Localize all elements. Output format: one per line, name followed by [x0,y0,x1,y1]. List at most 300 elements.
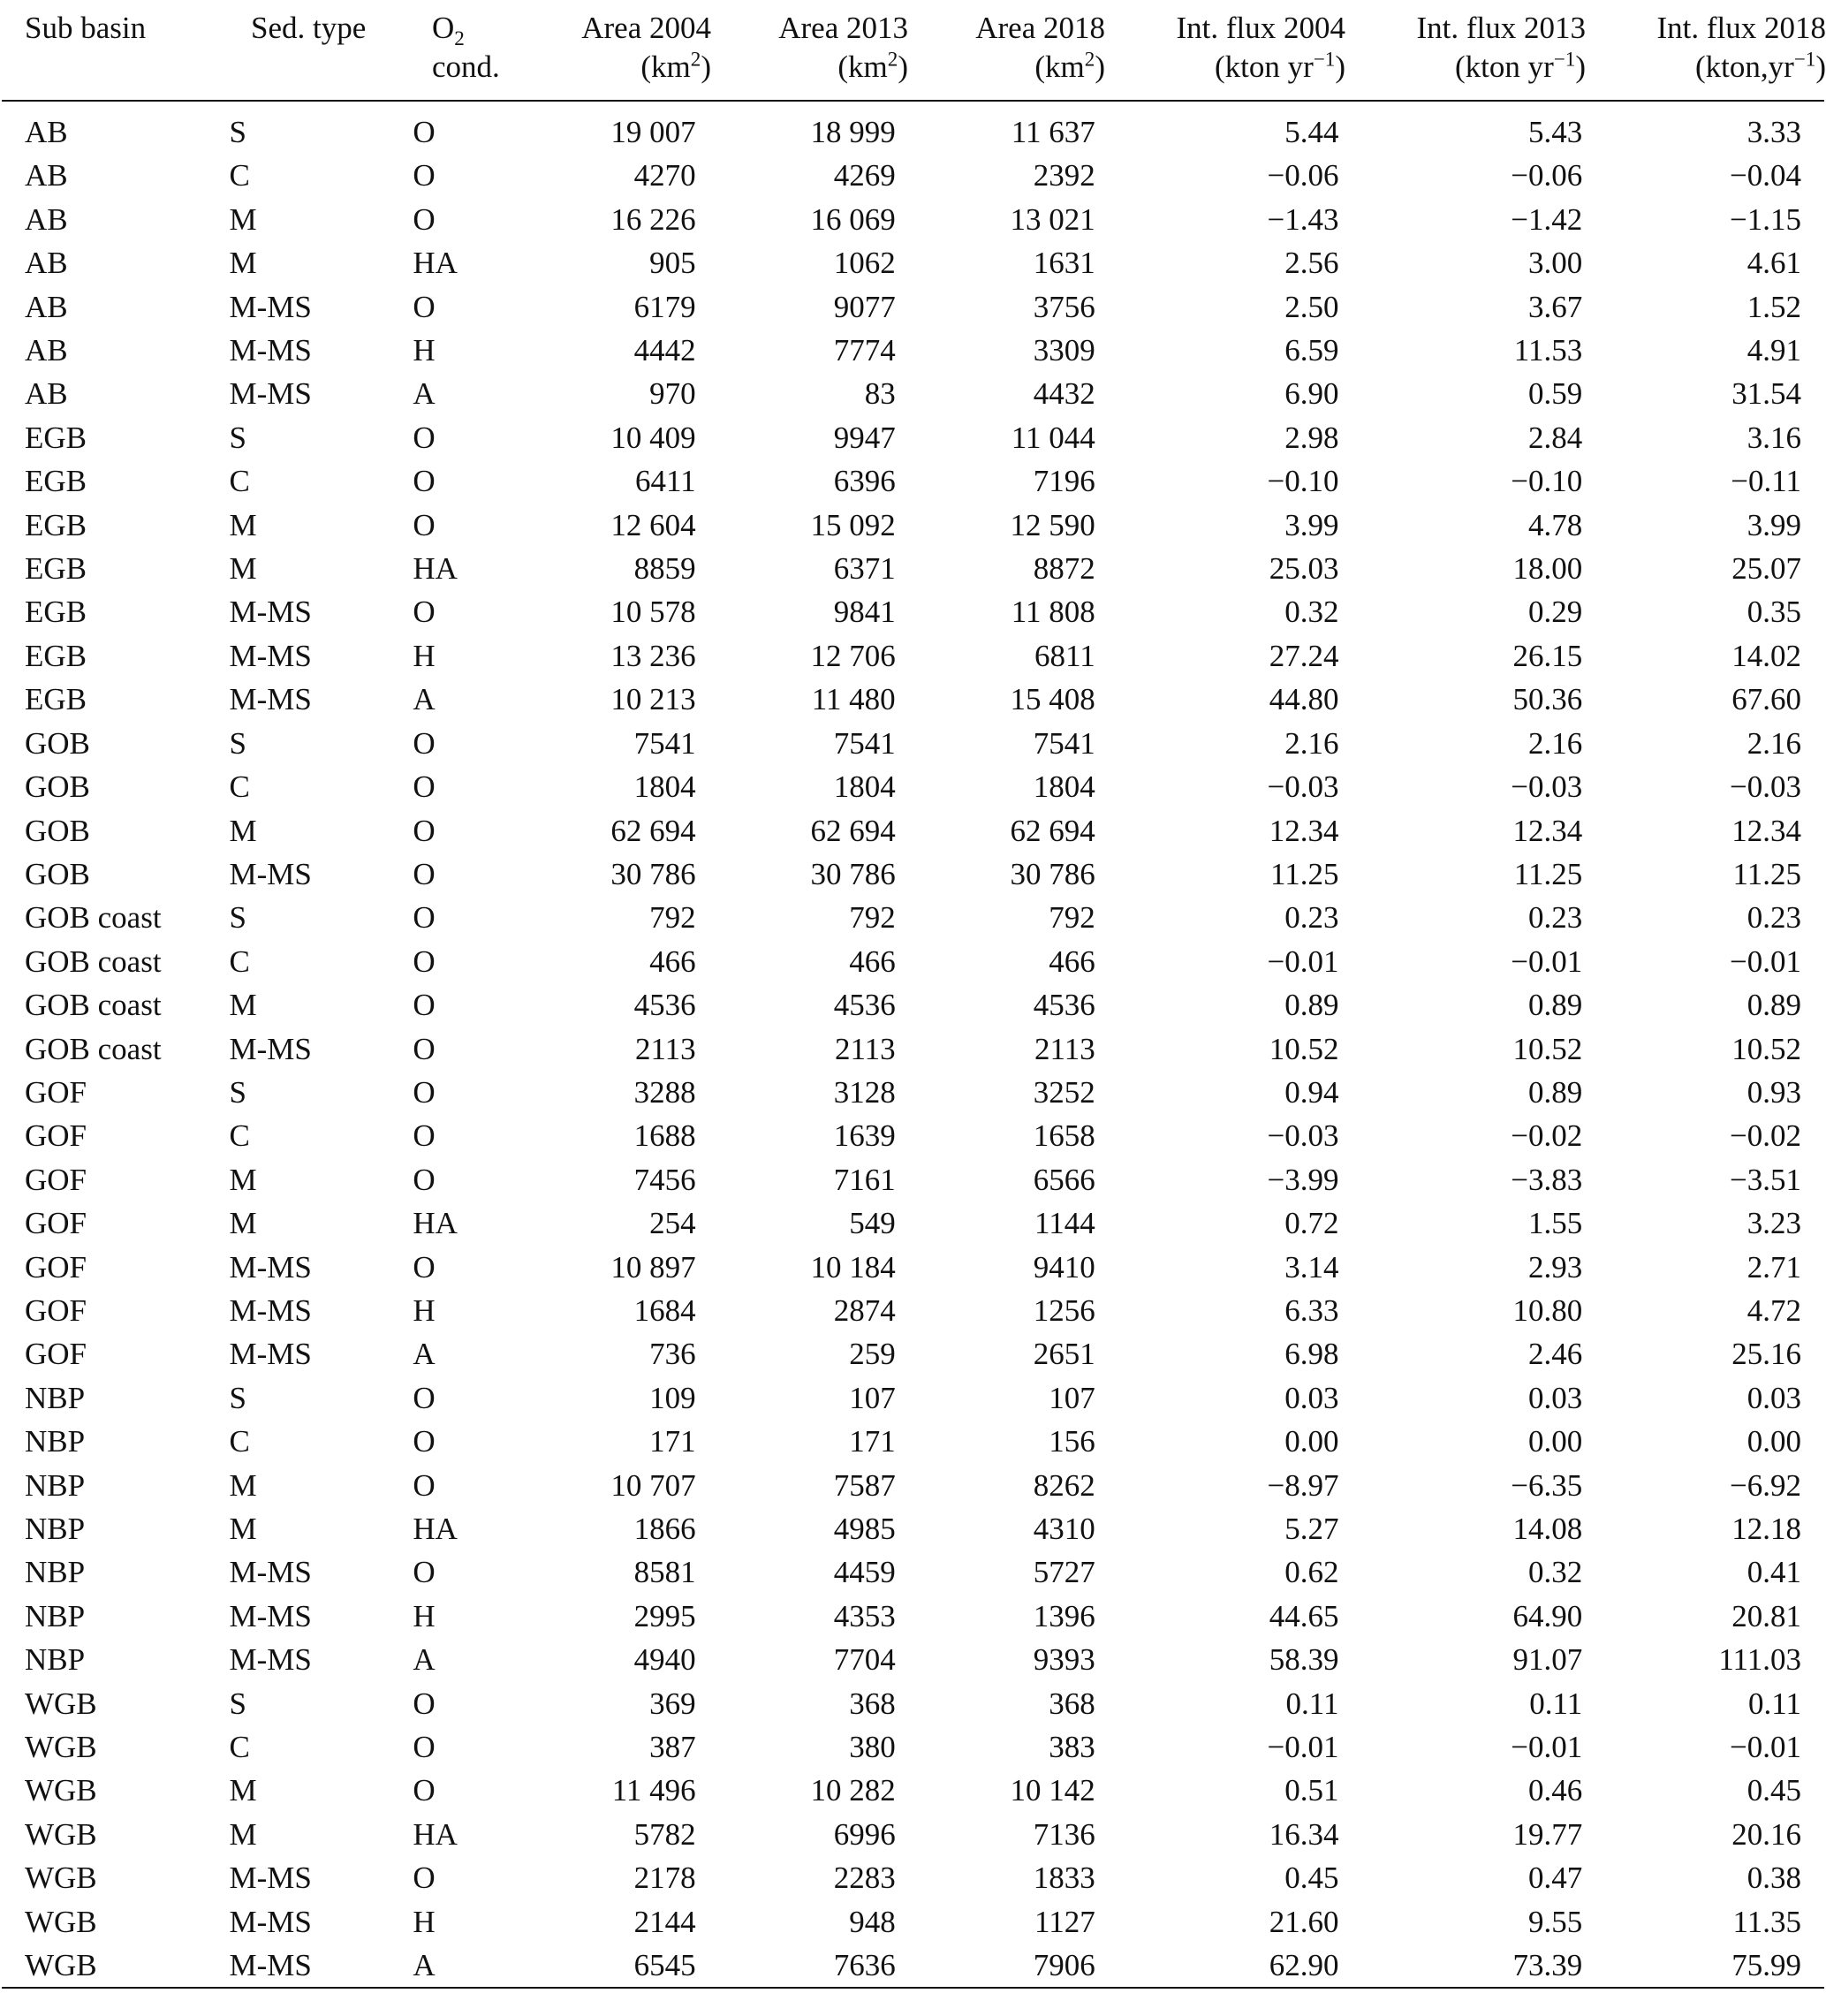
header-o2-subscript: 2 [454,27,465,49]
sed-type-cell: M-MS [229,638,312,673]
unit-sup: −1 [1553,47,1576,71]
sed-type-cell: M [229,1467,257,1503]
table-row [0,853,1826,896]
int-flux-2018-cell: −0.04 [1730,158,1801,193]
area-2004-cell: 13 236 [610,638,696,673]
area-2004-cell: 2995 [633,1598,696,1633]
int-flux-2013-cell: 73.39 [1512,1948,1583,1983]
area-2004-cell: 466 [649,944,696,979]
table-row [0,1114,1826,1157]
int-flux-2013-cell: 2.93 [1527,1249,1583,1285]
header-row [0,0,1826,100]
int-flux-2018-cell: 20.81 [1731,1598,1801,1633]
sub-basin-cell: GOF [25,1118,87,1154]
table-row [0,547,1826,590]
unit-pre: (kton yr [1454,49,1554,84]
int-flux-2018-cell: 3.33 [1746,115,1801,149]
int-flux-2004-cell: 0.23 [1284,900,1339,936]
sub-basin-cell: AB [25,246,68,281]
unit-post: ) [1335,49,1345,84]
area-2013-cell: 466 [849,944,896,979]
int-flux-2013-cell: −6.35 [1511,1467,1583,1503]
sub-basin-cell: WGB [25,1773,97,1808]
int-flux-2004-cell: 16.34 [1269,1816,1339,1852]
area-2018-cell: 7541 [1033,725,1095,761]
sed-type-cell: M [229,201,257,237]
sed-type-cell: M [229,1816,257,1852]
area-2018-cell: 107 [1049,1380,1095,1415]
sub-basin-cell: EGB [25,420,87,455]
table-body [0,102,1826,1987]
int-flux-2004-cell: 44.80 [1269,682,1339,717]
header-area-2018-label: Area 2018 [975,11,1105,45]
sed-type-cell: M [229,1162,257,1197]
unit-pre: (kton,yr [1694,49,1794,84]
table-row [0,1550,1826,1594]
sub-basin-cell: GOF [25,1249,87,1285]
area-2013-cell: 1804 [833,769,896,805]
header-int-flux-2013 [1345,0,1586,100]
table-row [0,678,1826,721]
area-2004-cell: 2144 [633,1904,696,1939]
area-2013-cell: 7161 [833,1162,896,1197]
table-row [0,198,1826,241]
table-row [0,329,1826,372]
area-2004-cell: 10 897 [610,1249,696,1285]
sub-basin-cell: NBP [25,1555,86,1590]
int-flux-2013-cell: 50.36 [1512,682,1583,717]
int-flux-2013-cell: −1.42 [1511,201,1583,237]
table-row [0,459,1826,503]
table-row [0,154,1826,197]
sed-type-cell: C [229,769,250,805]
area-2018-cell: 1631 [1033,246,1095,281]
area-2004-cell: 11 496 [611,1773,696,1808]
sub-basin-cell: EGB [25,507,87,542]
int-flux-2013-cell: 0.03 [1527,1380,1583,1415]
int-flux-2004-cell: 2.50 [1284,289,1339,324]
header-int-flux-2013-unit [1345,48,1586,87]
int-flux-2013-cell: 11.53 [1513,333,1583,368]
area-2013-cell: 9077 [833,289,896,324]
int-flux-2013-cell: 12.34 [1512,813,1583,848]
int-flux-2018-cell: −6.92 [1730,1467,1801,1503]
sed-type-cell: M-MS [229,1292,312,1328]
int-flux-2004-cell: −0.03 [1267,769,1339,805]
area-2004-cell: 7456 [633,1162,696,1197]
sed-type-cell: M [229,813,257,848]
table-row [0,1289,1826,1332]
sed-type-cell: M [229,1206,257,1241]
sed-type-cell: C [229,944,250,979]
area-2013-cell: 9841 [833,595,896,630]
int-flux-2018-cell: 111.03 [1718,1642,1801,1678]
area-2018-cell: 2651 [1033,1337,1095,1372]
o2-cond-cell: A [413,682,436,717]
header-int-flux-2018-label: Int. flux 2018 [1656,11,1826,45]
header-int-flux-2018-unit [1586,48,1826,87]
o2-cond-cell: HA [413,1512,458,1546]
int-flux-2013-cell: −0.06 [1511,158,1583,193]
int-flux-2004-cell: 0.45 [1284,1861,1339,1896]
table-row [0,1332,1826,1376]
area-2018-cell: 1127 [1034,1904,1095,1939]
int-flux-2004-cell: 0.62 [1284,1555,1339,1590]
area-2018-cell: 7136 [1033,1816,1095,1852]
area-2013-cell: 7636 [833,1948,896,1983]
area-2013-cell: 4459 [833,1555,896,1590]
area-2018-cell: 383 [1049,1730,1095,1765]
sub-basin-cell: AB [25,333,68,368]
area-2004-cell: 8859 [633,551,696,587]
int-flux-2018-cell: 0.03 [1746,1380,1801,1415]
area-2013-cell: 792 [849,900,896,936]
header-int-flux-2013-label: Int. flux 2013 [1416,11,1586,45]
area-2018-cell: 1804 [1033,769,1095,805]
sub-basin-cell: AB [25,376,68,412]
int-flux-2013-cell: 14.08 [1512,1512,1583,1546]
area-2013-cell: 10 282 [810,1773,896,1808]
area-2004-cell: 10 578 [610,595,696,630]
int-flux-2013-cell: 2.46 [1527,1337,1583,1372]
unit-pre: (km [1034,49,1085,84]
sed-type-cell: M [229,1512,257,1546]
header-area-2013-label: Area 2013 [778,11,908,45]
int-flux-2004-cell: 3.99 [1284,507,1339,542]
area-2018-cell: 1256 [1033,1292,1095,1328]
area-2013-cell: 6996 [833,1816,896,1852]
sed-type-cell: M-MS [229,1555,312,1590]
int-flux-2013-cell: 0.00 [1527,1424,1583,1459]
int-flux-2018-cell: 4.72 [1746,1292,1801,1328]
area-2004-cell: 1866 [633,1512,696,1546]
sub-basin-cell: GOF [25,1074,87,1110]
sub-basin-cell: GOB [25,769,90,805]
o2-cond-cell: O [413,944,436,979]
sed-type-cell: M-MS [229,595,312,630]
int-flux-2004-cell: 58.39 [1269,1642,1339,1678]
area-2018-cell: 6566 [1033,1162,1095,1197]
o2-cond-cell: O [413,1074,436,1110]
o2-cond-cell: H [413,333,436,368]
int-flux-2018-cell: −0.01 [1730,944,1801,979]
area-2004-cell: 792 [649,900,696,936]
area-2018-cell: 30 786 [1010,856,1095,891]
area-2013-cell: 2113 [834,1031,896,1066]
int-flux-2018-cell: −0.03 [1730,769,1801,805]
int-flux-2018-cell: −0.02 [1730,1118,1801,1154]
area-2004-cell: 10 707 [610,1467,696,1503]
sed-type-cell: M [229,507,257,542]
unit-sup: −1 [1793,47,1816,71]
header-area-2013-unit [711,48,908,87]
area-2004-cell: 6179 [633,289,696,324]
sed-type-cell: S [229,900,246,936]
table-row [0,416,1826,459]
int-flux-2004-cell: 0.32 [1284,595,1339,630]
o2-cond-cell: H [413,1904,436,1939]
sub-basin-cell: NBP [25,1598,86,1633]
header-sed-type-label: Sed. type [251,11,367,45]
area-2013-cell: 9947 [833,420,896,455]
int-flux-2018-cell: 0.00 [1746,1424,1801,1459]
area-2018-cell: 1658 [1033,1118,1095,1154]
o2-cond-cell: O [413,1031,436,1066]
table-row [0,1856,1826,1899]
int-flux-2004-cell: 0.72 [1284,1206,1339,1241]
int-flux-2018-cell: 3.23 [1746,1206,1801,1241]
area-2018-cell: 8262 [1033,1467,1095,1503]
area-2013-cell: 1062 [833,246,896,281]
area-2013-cell: 7774 [833,333,896,368]
area-2018-cell: 11 637 [1011,115,1095,149]
area-2013-cell: 259 [849,1337,896,1372]
area-2004-cell: 62 694 [610,813,696,848]
int-flux-2004-cell: 5.27 [1284,1512,1339,1546]
header-cond-label: cond. [432,49,500,84]
int-flux-2018-cell: 20.16 [1731,1816,1801,1852]
sediment-flux-table [0,0,1826,100]
area-2013-cell: 4536 [833,988,896,1023]
int-flux-2018-cell: 11.25 [1732,856,1801,891]
area-2018-cell: 1396 [1033,1598,1095,1633]
area-2004-cell: 7541 [633,725,696,761]
header-sub-basin-label: Sub basin [25,11,147,45]
int-flux-2004-cell: −0.03 [1267,1118,1339,1154]
area-2013-cell: 62 694 [810,813,896,848]
area-2018-cell: 368 [1049,1686,1095,1721]
area-2018-cell: 2392 [1033,158,1095,193]
sediment-flux-table-body [0,102,1826,1987]
area-2004-cell: 12 604 [610,507,696,542]
int-flux-2018-cell: 0.41 [1746,1555,1801,1590]
area-2018-cell: 7196 [1033,464,1095,499]
o2-cond-cell: O [413,201,436,237]
o2-cond-cell: O [413,900,436,936]
sub-basin-cell: WGB [25,1948,97,1983]
area-2004-cell: 254 [649,1206,696,1241]
area-2018-cell: 13 021 [1010,201,1095,237]
o2-cond-cell: O [413,1249,436,1285]
sub-basin-cell: GOB [25,813,90,848]
o2-cond-cell: O [413,769,436,805]
area-2018-cell: 12 590 [1010,507,1095,542]
area-2018-cell: 3252 [1033,1074,1095,1110]
int-flux-2004-cell: 25.03 [1269,551,1339,587]
area-2018-cell: 15 408 [1010,682,1095,717]
sub-basin-cell: NBP [25,1512,86,1546]
int-flux-2013-cell: 2.16 [1527,725,1583,761]
area-2013-cell: 2874 [833,1292,896,1328]
int-flux-2013-cell: 0.89 [1527,988,1583,1023]
header-int-flux-2004-label: Int. flux 2004 [1176,11,1345,45]
o2-cond-cell: A [413,376,436,412]
int-flux-2004-cell: 6.59 [1284,333,1339,368]
int-flux-2004-cell: 5.44 [1284,115,1339,149]
header-area-2018 [908,0,1105,100]
table-row [0,1158,1826,1201]
int-flux-2004-cell: 0.03 [1284,1380,1339,1415]
area-2013-cell: 6396 [833,464,896,499]
sub-basin-cell: GOB [25,725,90,761]
header-o2-main: O [432,11,455,45]
unit-pre: (km [640,49,691,84]
o2-cond-cell: O [413,1773,436,1808]
sed-type-cell: M-MS [229,289,312,324]
area-2013-cell: 10 184 [810,1249,896,1285]
int-flux-2018-cell: 14.02 [1731,638,1801,673]
table-row [0,1813,1826,1856]
area-2004-cell: 6411 [634,464,696,499]
o2-cond-cell: HA [413,246,458,281]
int-flux-2004-cell: 44.65 [1269,1598,1339,1633]
area-2013-cell: 368 [849,1686,896,1721]
o2-cond-cell: HA [413,1816,458,1852]
sub-basin-cell: WGB [25,1730,97,1765]
sub-basin-cell: GOB [25,856,90,891]
unit-post: ) [898,49,908,84]
int-flux-2013-cell: −0.01 [1511,944,1583,979]
area-2013-cell: 15 092 [810,507,896,542]
o2-cond-cell: O [413,1686,436,1721]
int-flux-2013-cell: 11.25 [1513,856,1583,891]
int-flux-2018-cell: 25.07 [1731,551,1801,587]
area-2004-cell: 8581 [633,1555,696,1590]
int-flux-2004-cell: 3.14 [1284,1249,1339,1285]
area-2013-cell: 4985 [833,1512,896,1546]
int-flux-2013-cell: 0.47 [1527,1861,1583,1896]
area-2013-cell: 12 706 [810,638,896,673]
sub-basin-cell: AB [25,158,68,193]
int-flux-2013-cell: 91.07 [1512,1642,1583,1678]
int-flux-2018-cell: 0.45 [1746,1773,1801,1808]
area-2004-cell: 4270 [633,158,696,193]
area-2004-cell: 387 [649,1730,696,1765]
header-sub-basin [0,0,251,100]
int-flux-2018-cell: 0.89 [1746,988,1801,1023]
table-row [0,765,1826,808]
int-flux-2018-cell: −0.01 [1730,1730,1801,1765]
unit-post: ) [1095,49,1105,84]
area-2004-cell: 16 226 [610,201,696,237]
o2-cond-cell: O [413,988,436,1023]
sub-basin-cell: EGB [25,595,87,630]
area-2018-cell: 7906 [1033,1948,1095,1983]
o2-cond-cell: A [413,1642,436,1678]
area-2013-cell: 380 [849,1730,896,1765]
sub-basin-cell: GOF [25,1206,87,1241]
table-header [0,0,1826,100]
int-flux-2013-cell: 0.23 [1527,900,1583,936]
area-2013-cell: 7587 [833,1467,896,1503]
int-flux-2018-cell: −0.11 [1731,464,1801,499]
int-flux-2018-cell: 3.99 [1746,507,1801,542]
o2-cond-cell: O [413,1118,436,1154]
table-row [0,1071,1826,1114]
o2-cond-cell: O [413,1861,436,1896]
area-2013-cell: 7541 [833,725,896,761]
sub-basin-cell: EGB [25,464,87,499]
int-flux-2013-cell: 3.00 [1527,246,1583,281]
area-2013-cell: 7704 [833,1642,896,1678]
table-row [0,1420,1826,1463]
sed-type-cell: M-MS [229,333,312,368]
sed-type-cell: C [229,1118,250,1154]
table-row [0,504,1826,547]
area-2018-cell: 792 [1049,900,1095,936]
table-row [0,940,1826,983]
o2-cond-cell: HA [413,551,458,587]
int-flux-2004-cell: 12.34 [1269,813,1339,848]
int-flux-2004-cell: 0.89 [1284,988,1339,1023]
int-flux-2004-cell: 6.98 [1284,1337,1339,1372]
int-flux-2018-cell: 0.11 [1748,1686,1801,1721]
sed-type-cell: M [229,988,257,1023]
table-row [0,1944,1826,1987]
sub-basin-cell: GOB coast [25,944,162,979]
area-2018-cell: 10 142 [1010,1773,1095,1808]
int-flux-2018-cell: 10.52 [1731,1031,1801,1066]
sed-type-cell: M [229,551,257,587]
area-2018-cell: 3756 [1033,289,1095,324]
sed-type-cell: C [229,464,250,499]
area-2013-cell: 4269 [833,158,896,193]
area-2013-cell: 107 [849,1380,896,1415]
int-flux-2018-cell: 67.60 [1731,682,1801,717]
header-area-2004-unit [538,48,711,87]
int-flux-2004-cell: 21.60 [1269,1904,1339,1939]
sed-type-cell: C [229,1730,250,1765]
sub-basin-cell: GOF [25,1292,87,1328]
sub-basin-cell: WGB [25,1861,97,1896]
o2-cond-cell: H [413,638,436,673]
o2-cond-cell: H [413,1598,436,1633]
area-2004-cell: 171 [649,1424,696,1459]
o2-cond-cell: O [413,507,436,542]
area-2004-cell: 4442 [633,333,696,368]
bottom-rule [2,1987,1824,1989]
int-flux-2004-cell: −3.99 [1267,1162,1339,1197]
sub-basin-cell: NBP [25,1424,86,1459]
o2-cond-cell: O [413,813,436,848]
area-2018-cell: 5727 [1033,1555,1095,1590]
area-2004-cell: 1688 [633,1118,696,1154]
area-2018-cell: 9410 [1033,1249,1095,1285]
table-row [0,722,1826,765]
int-flux-2013-cell: 26.15 [1512,638,1583,673]
area-2018-cell: 4536 [1033,988,1095,1023]
sed-type-cell: M-MS [229,1031,312,1066]
header-int-flux-2018 [1586,0,1826,100]
int-flux-2013-cell: 9.55 [1527,1904,1583,1939]
sub-basin-cell: AB [25,289,68,324]
o2-cond-cell: O [413,1467,436,1503]
unit-sup: 2 [1084,47,1095,71]
o2-cond-cell: O [413,464,436,499]
area-2004-cell: 2113 [634,1031,696,1066]
header-int-flux-2004-unit [1105,48,1345,87]
int-flux-2013-cell: 0.59 [1527,376,1583,412]
sub-basin-cell: AB [25,201,68,237]
sed-type-cell: M-MS [229,1904,312,1939]
area-2013-cell: 1639 [833,1118,896,1154]
area-2013-cell: 11 480 [811,682,896,717]
sed-type-cell: M [229,246,257,281]
table-row [0,1725,1826,1769]
area-2004-cell: 1804 [633,769,696,805]
int-flux-2013-cell: 0.32 [1527,1555,1583,1590]
area-2018-cell: 9393 [1033,1642,1095,1678]
